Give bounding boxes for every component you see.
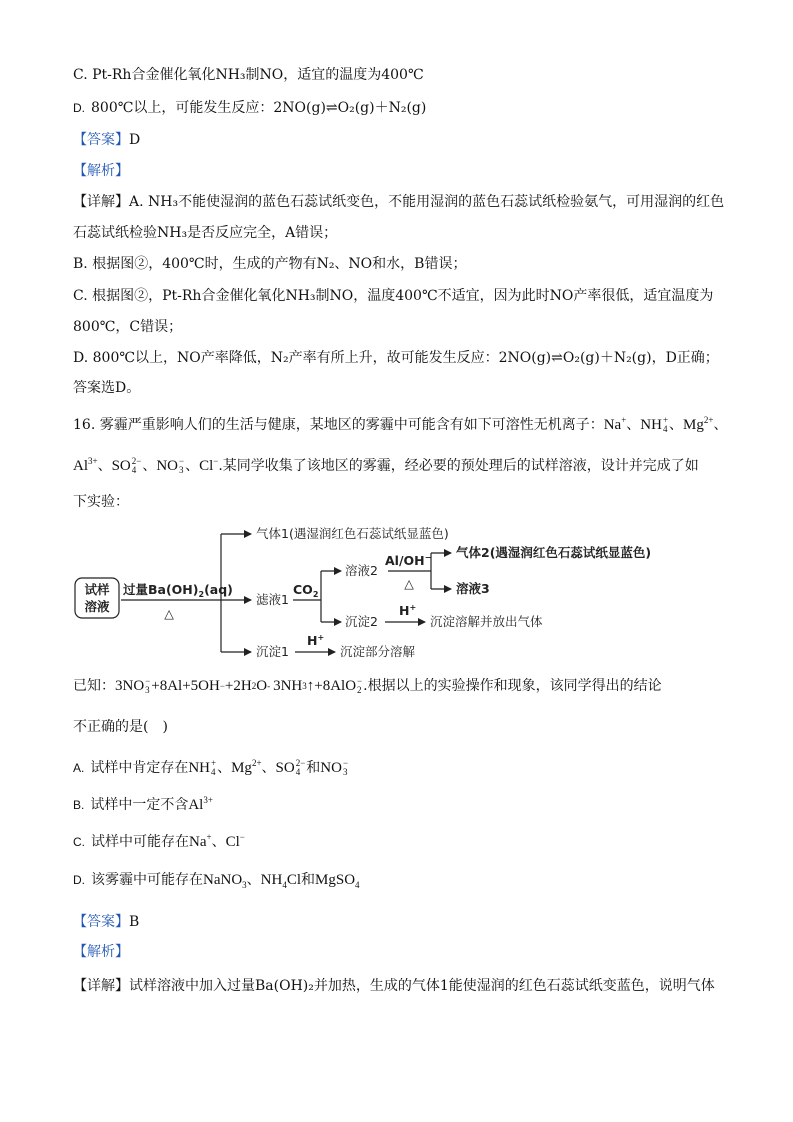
option-c: C. 试样中可能存在Na+、Cl− — [73, 832, 245, 850]
question-16-line-3: 下实验： — [73, 494, 129, 510]
question-16-line-2: $Al^{3+}$、 SO 2− 4 、 NO − 3 、Cl−.某同学收集了该地区的雾霾，经必要的预处理后的试样溶液，设计并完成了如 — [73, 456, 699, 475]
detail-line-1: 【详解】A. NH₃不能使湿润的蓝色石蕊试纸变色，不能用湿润的蓝色石蕊试纸检验氨气，可用湿润的红色 — [73, 194, 725, 210]
ion-cl: Cl− — [199, 456, 219, 474]
ppt2-label: 沉淀2 — [345, 614, 378, 629]
analysis-tag-2: 【解析】 — [73, 944, 129, 960]
answer-value: B — [129, 914, 140, 930]
prev-answer-line — [73, 129, 140, 151]
detail-line-3: B. 根据图②，400℃时，生成的产物有N₂、NO和水，B错误； — [73, 256, 467, 272]
ppt1-label: 沉淀1 — [256, 644, 289, 659]
prev-analysis-line — [73, 160, 129, 182]
detail-tag: 【详解】 — [73, 194, 129, 210]
detail-tag-2: 【详解】 — [73, 978, 129, 994]
detail-line-7: 答案选D。 — [73, 380, 141, 396]
option-d: D. 该雾霾中可能存在NaNO$_3$、$NH_4Cl$和MgSO$_4$ — [73, 872, 360, 890]
question-16-line-1: 16. 雾霾严重影响人们的生活与健康，某地区的雾霾中可能含有如下可溶性无机离子：Na+、 NH + 4 、$Mg^{2+}$、 — [73, 415, 728, 434]
ion-mg: $Mg^{2+}$ — [683, 415, 714, 433]
ion-na: Na+ — [603, 415, 627, 433]
ion-no3: NO − 3 — [156, 456, 185, 475]
analysis-line — [73, 941, 129, 963]
h-plus-label-1: H+ — [307, 633, 325, 648]
final-detail-line: 【详解】试样溶液中加入过量Ba(OH)₂并加热，生成的气体1能使湿润的红色石蕊试纸变蓝色，说明气体 — [73, 978, 715, 994]
ppt1-result: 沉淀部分溶解 — [340, 644, 416, 659]
gas2-label: 气体2(遇湿润红色石蕊试纸显蓝色) — [456, 545, 652, 560]
prev-option-d: D. 800℃以上，可能发生反应：2NO(g)⇌O₂(g)＋N₂(g) — [73, 100, 427, 116]
filtrate1-label: 滤液1 — [256, 592, 289, 607]
option-a: A. 试样中肯定存在 NH + 4 、$Mg^{2+}$、 SO 2− 4 和 NO − 3 — [73, 758, 349, 777]
option-b: B. 试样中一定不含$Al^{3+}$ — [73, 795, 213, 813]
solution2-label: 溶液2 — [345, 563, 378, 578]
detail-line-6: D. 800℃以上，NO产率降低，N₂产率有所上升，故可能发生反应：2NO(g)⇌O₂(g)＋N₂(g)，D正确； — [73, 350, 719, 366]
detail-line-2: 石蕊试纸检验NH₃是否反应完全，A错误； — [73, 225, 338, 241]
prev-option-c: C. Pt-Rh合金催化氧化NH₃制NO，适宜的温度为400℃ — [73, 67, 424, 83]
answer-tag-2: 【答案】 — [73, 914, 129, 930]
al-oh-label: Al/OH− — [385, 553, 432, 568]
sample-label-1: 试样 — [84, 582, 110, 597]
h-plus-label-2: H+ — [399, 603, 417, 618]
experiment-flow-diagram — [73, 521, 693, 666]
sample-label-2: 溶液 — [84, 599, 110, 614]
heat-symbol-2: △ — [404, 576, 414, 591]
ppt2-result: 沉淀溶解并放出气体 — [430, 614, 543, 629]
co2-label: $CO_2$ — [293, 582, 319, 599]
ion-so4: SO 2− 4 — [111, 456, 142, 475]
detail-line-4: C. 根据图②，Pt-Rh合金催化氧化NH₃制NO，温度400℃不适宜，因为此时NO产率很低，适宜温度为 — [73, 288, 714, 304]
prev-answer: D — [129, 132, 141, 148]
solution3-label: 溶液3 — [456, 581, 490, 596]
answer-tag: 【答案】 — [73, 132, 129, 148]
analysis-tag: 【解析】 — [73, 163, 129, 179]
detail-line-5: 800℃，C错误； — [73, 319, 183, 335]
answer-line — [73, 911, 139, 933]
ion-nh4: NH + 4 — [640, 415, 669, 434]
ion-al: $Al^{3+}$ — [73, 456, 98, 474]
gas1-label: 气体1(遇湿润红色石蕊试纸显蓝色) — [256, 526, 449, 541]
reagent-label: 过量$Ba(OH)_2(aq)$ — [123, 582, 233, 599]
known-equation-line: 已知： 3NO − 3 +8Al+5OH − +2H 2 O - 3NH 3 ↑+8AlO − 2 .根据以上的实验操作和现象，该同学得出的结论 — [73, 676, 662, 695]
heat-symbol-1: △ — [164, 606, 174, 621]
equation: 3NO − 3 +8Al+5OH − +2H 2 O - 3NH 3 ↑+8AlO − 2 — [115, 676, 363, 695]
question-stem-tail: 不正确的是( ) — [73, 719, 168, 735]
